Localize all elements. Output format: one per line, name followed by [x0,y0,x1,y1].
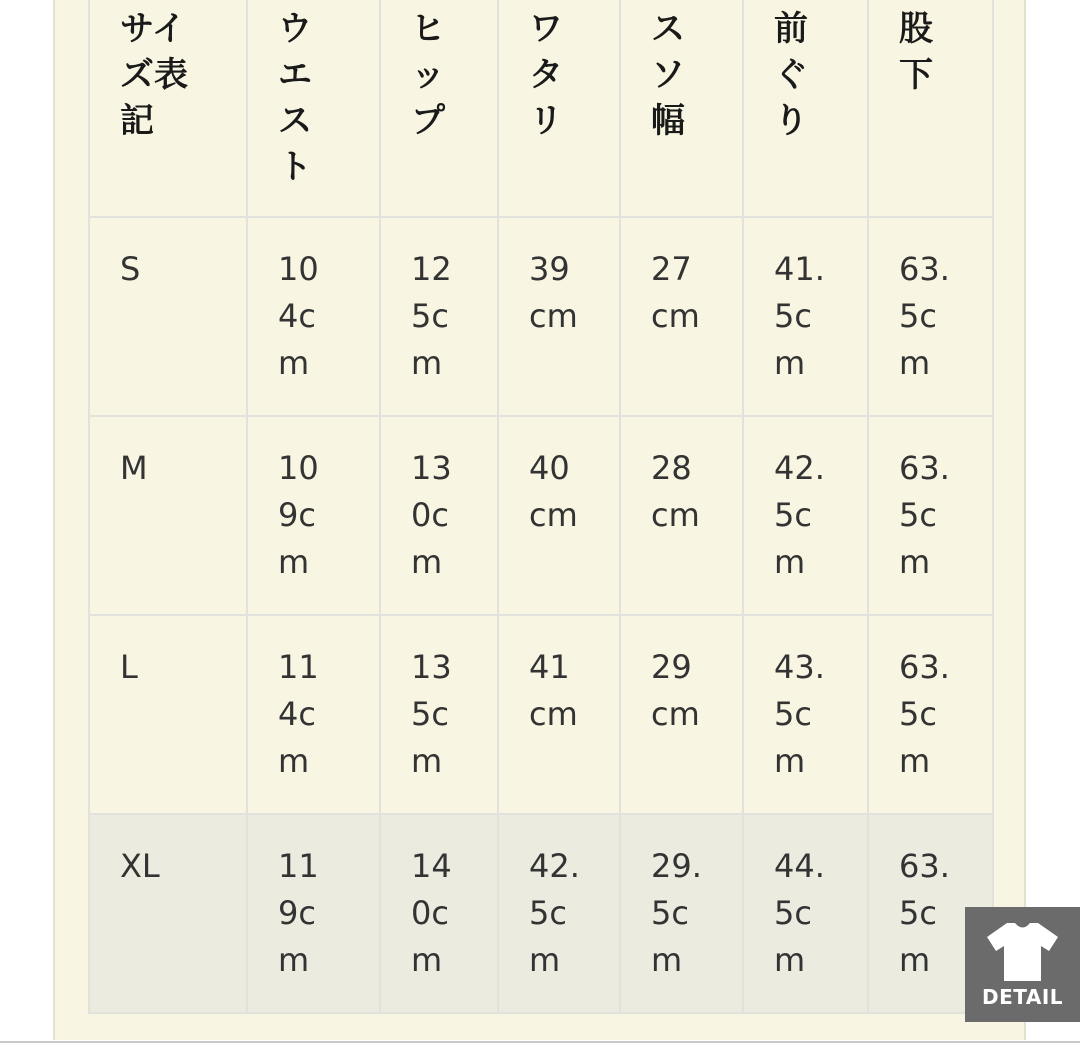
cell-text: 41.5cm [774,250,825,382]
header-hem [620,0,743,217]
cell-thigh [498,217,620,416]
cell-text: 28cm [651,449,700,534]
cell-text: 109cm [278,449,319,581]
cell-text: 114cm [278,648,319,780]
header-hem-label: スソ幅 [651,9,685,141]
header-front-rise [743,0,868,217]
header-hip-label: ヒップ [411,9,445,141]
cell-front-rise [743,814,868,1013]
cell-text: L [120,648,138,686]
cell-text: 29cm [651,648,700,733]
cell-text: 63.5cm [899,250,950,382]
cell-hip [380,615,498,814]
cell-text: 119cm [278,847,319,979]
tshirt-icon [985,921,1060,983]
cell-text: 135cm [411,648,452,780]
detail-button[interactable] [965,907,1080,1022]
cell-text: 27cm [651,250,700,335]
cell-waist [247,814,380,1013]
cell-thigh [498,814,620,1013]
cell-text: 140cm [411,847,452,979]
cell-hip [380,416,498,615]
table-row [89,814,993,1013]
size-table [88,0,994,1014]
cell-front-rise [743,615,868,814]
header-thigh [498,0,620,217]
cell-text: 39cm [529,250,578,335]
cell-front-rise [743,416,868,615]
cell-text: M [120,449,148,487]
cell-text: 29.5cm [651,847,702,979]
cell-waist [247,416,380,615]
cell-text: 42.5cm [774,449,825,581]
cell-text: 63.5cm [899,847,950,979]
cell-text: 43.5cm [774,648,825,780]
cell-size [89,217,247,416]
cell-text: S [120,250,141,288]
header-waist-label: ウエスト [278,9,312,187]
header-front-rise-label: 前ぐり [774,9,808,141]
cell-text: 40cm [529,449,578,534]
cell-thigh [498,615,620,814]
cell-text: XL [120,847,160,885]
cell-inseam [868,416,993,615]
cell-size [89,416,247,615]
cell-inseam [868,615,993,814]
cell-front-rise [743,217,868,416]
cell-hem [620,615,743,814]
cell-text: 63.5cm [899,648,950,780]
cell-text: 41cm [529,648,578,733]
header-inseam-label: 股下 [899,9,933,95]
cell-hem [620,217,743,416]
table-row [89,615,993,814]
detail-label: DETAIL [981,985,1064,1009]
header-size-label: サイズ表記 [120,9,188,141]
cell-waist [247,615,380,814]
header-thigh-label: ワタリ [529,9,563,141]
header-inseam [868,0,993,217]
header-size [89,0,247,217]
cell-inseam [868,217,993,416]
header-waist [247,0,380,217]
cell-size [89,814,247,1013]
table-row [89,416,993,615]
cell-hem [620,416,743,615]
table-row [89,217,993,416]
cell-hem [620,814,743,1013]
cell-text: 44.5cm [774,847,825,979]
cell-hip [380,217,498,416]
cell-text: 104cm [278,250,319,382]
cell-text: 42.5cm [529,847,580,979]
cell-size [89,615,247,814]
table-header-row [89,0,993,217]
cell-text: 125cm [411,250,452,382]
cell-text: 130cm [411,449,452,581]
cell-text: 63.5cm [899,449,950,581]
divider [0,1041,1080,1043]
header-hip [380,0,498,217]
cell-hip [380,814,498,1013]
cell-thigh [498,416,620,615]
cell-waist [247,217,380,416]
